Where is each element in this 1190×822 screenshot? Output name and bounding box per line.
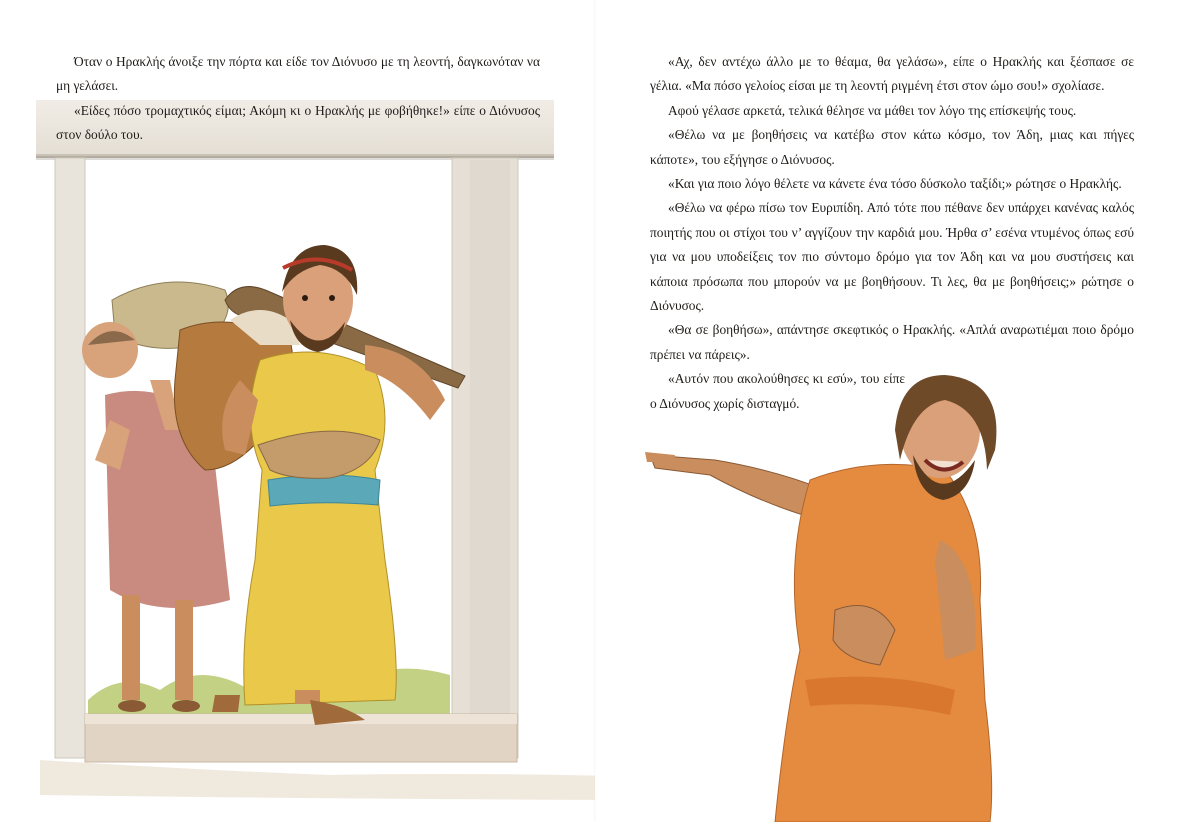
paragraph: «Θα σε βοηθήσω», απάντησε σκεφτικός ο Ηρακλής. «Απλά αναρωτιέμαι ποιο δρόμο πρέπει να πάρεις». xyxy=(650,322,1134,362)
paragraph: Όταν ο Ηρακλής άνοιξε την πόρτα και είδε τον Διόνυσο με τη λεοντή, δαγκωνόταν να μη γελάσει. xyxy=(56,54,540,94)
right-page xyxy=(595,0,1190,822)
paragraph: «Είδες πόσο τρομαχτικός είμαι; Ακόμη κι ο Ηρακλής με φοβήθηκε!» είπε ο Διόνυσος στον δούλο του. xyxy=(56,102,540,143)
left-page-text xyxy=(56,50,540,148)
paragraph: «Αχ, δεν αντέχω άλλο με το θέαμα, θα γελάσω», είπε ο Ηρακλής και ξέσπασε σε γέλια. «Μα πόσο γελοίος είσαι με τη λεοντή ριγμένη έτσι στον ώμο σου!» σχολίασε. xyxy=(650,54,1134,94)
paragraph: «Αυτόν που ακολούθησες κι εσύ», του είπε ο Διόνυσος χωρίς δισταγμό. xyxy=(650,371,905,411)
pointing-arm xyxy=(650,455,825,520)
paragraph: «Θέλω να φέρω πίσω τον Ευριπίδη. Από τότε που πέθανε δεν υπάρχει κανένας καλός ποιητής που οι στίχοι του ν’ αγγίζουν την καρδιά μου. Ήρθα σ’ εσένα ντυμένος όπως εσύ για να μου υποδείξεις τον πιο σύντομο δρόμο για τον Άδη και να μου συστήσεις και κάποια πρόσωπα που μπορούν να με βοηθήσουν. Τι λες, θα με βοηθήσεις;» ρώτησε ο Διόνυσος. xyxy=(650,200,1134,314)
right-page-text xyxy=(650,50,1134,416)
paragraph: «Και για ποιο λόγο θέλετε να κάνετε ένα τόσο δύσκολο ταξίδι;» ρώτησε ο Ηρακλής. xyxy=(668,176,1122,192)
left-door-post xyxy=(55,158,85,758)
heracles-figure xyxy=(645,375,996,822)
paragraph: Αφού γέλασε αρκετά, τελικά θέλησε να μάθει τον λόγο της επίσκεψής τους. xyxy=(668,102,1077,118)
paragraph: «Θέλω να με βοηθήσεις να κατέβω στον κάτω κόσμο, τον Άδη, μιας και πήγες κάποτε», του εξήγησε ο Διόνυσος. xyxy=(650,127,1134,167)
ground-wash xyxy=(40,760,595,800)
